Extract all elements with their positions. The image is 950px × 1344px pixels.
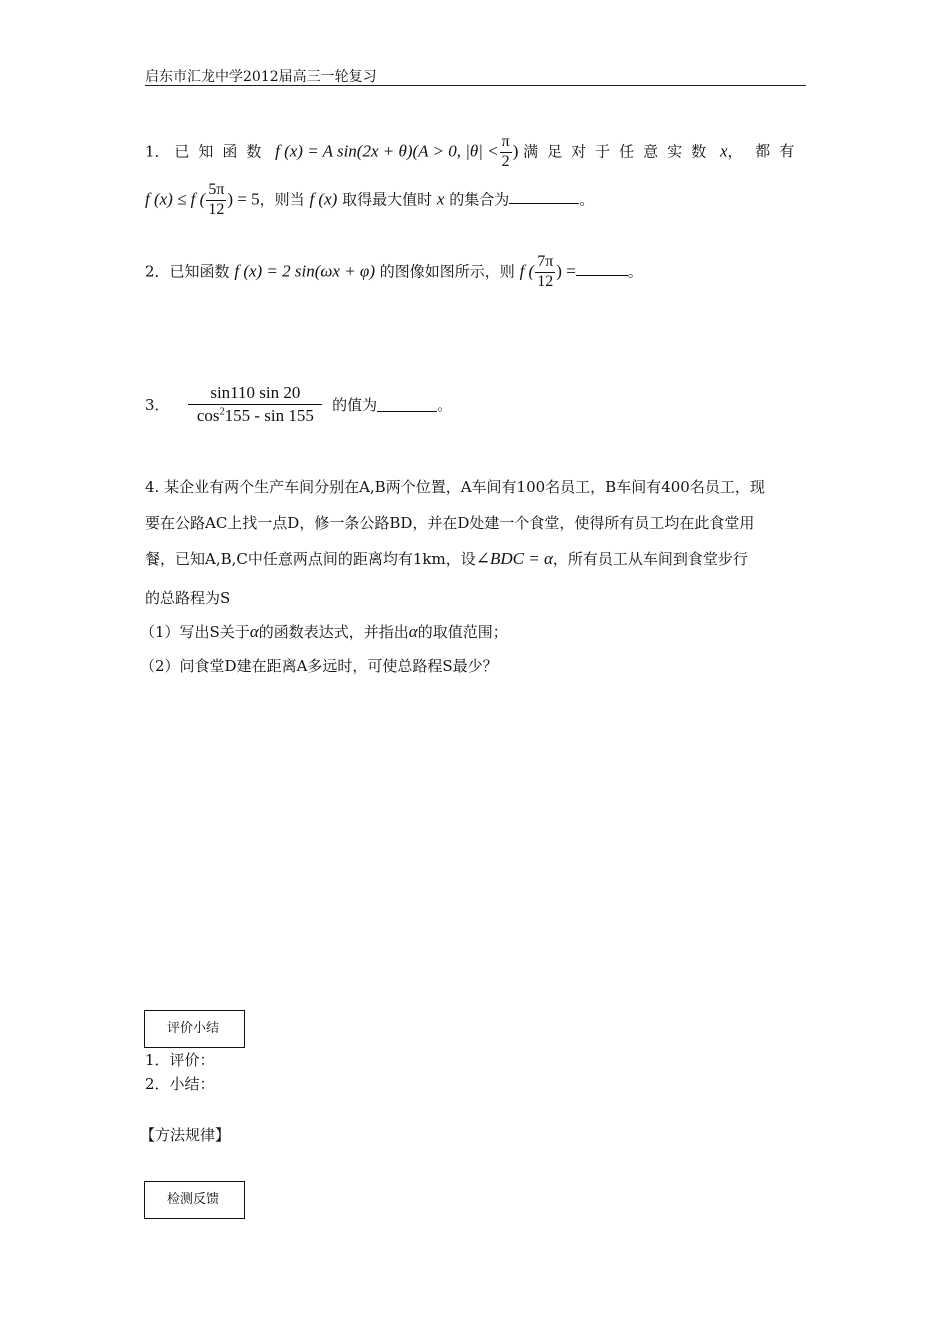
question-3: 3． $\frac{\sin 110 \sin 20}{\cos^2155 - \sin 155}$ 的值为 。 (145, 383, 453, 425)
page-header: 启东市汇龙中学2012届高三一轮复习 (145, 69, 377, 85)
answer-blank-q1[interactable] (509, 189, 579, 204)
question-4-line-4: 的总路程为S (145, 589, 231, 607)
question-4-line-3: 餐，已知A,B,C中任意两点间的距离均有1km，设∠BDC = α，所有员工从车间到食堂步行 (145, 549, 748, 568)
q1-function-expression: f (x) = A sin(2x + θ)(A > 0, |θ| < (275, 141, 499, 161)
question-4-part-1: （1）写出S关于α的函数表达式，并指出α的取值范围； (140, 622, 508, 641)
methods-heading: 【方法规律】 (140, 1126, 231, 1144)
answer-blank-q2[interactable] (576, 261, 628, 276)
header-rule (145, 85, 806, 86)
question-4-line-2: 要在公路AC上找一点D，修一条公路BD，并在D处建一个食堂，使得所有员工均在此食堂用 (145, 514, 755, 532)
question-1-line-1: 1． 已知函数 f (x) = A sin(2x + θ)(A > 0, |θ| < $\frac{\pi}{2}$ ) 满足对于任意实数 x， 都有 (145, 133, 804, 170)
question-4-part-2: （2）问食堂D建在距离A多远时，可使总路程S最少？ (140, 657, 498, 675)
q1-5pi-over-12: $\frac{5\pi}{12}$ (208, 181, 225, 218)
question-2: 2．已知函数 f (x) = 2 sin(ωx + φ) 的图像如图所示，则 f ( $\frac{7\pi}{12}$ ) = 。 (145, 253, 643, 290)
question-1-line-2: f (x) ≤ f ( $\frac{5\pi}{12}$ ) = 5，则当 f (x) 取得最大值时 x 的集合为 。 (145, 181, 595, 218)
review-item-1: 1．评价： (145, 1051, 215, 1069)
q3-fraction: $\frac{\sin 110 \sin 20}{\cos^2155 - \sin 155}$ (188, 384, 322, 425)
review-item-2: 2．小结： (145, 1075, 215, 1093)
q2-7pi-over-12: $\frac{7\pi}{12}$ (537, 253, 554, 290)
angle-bdc: ∠BDC = α (475, 549, 553, 568)
review-summary-box: 评价小结 (144, 1010, 245, 1048)
feedback-box: 检测反馈 (144, 1181, 245, 1219)
answer-blank-q3[interactable] (377, 397, 437, 412)
q1-pi-over-2: $\frac{\pi}{2}$ (501, 133, 510, 170)
question-4-line-1: 4. 某企业有两个生产车间分别在A,B两个位置，A车间有100名员工，B车间有400名员工，现 (145, 478, 765, 496)
